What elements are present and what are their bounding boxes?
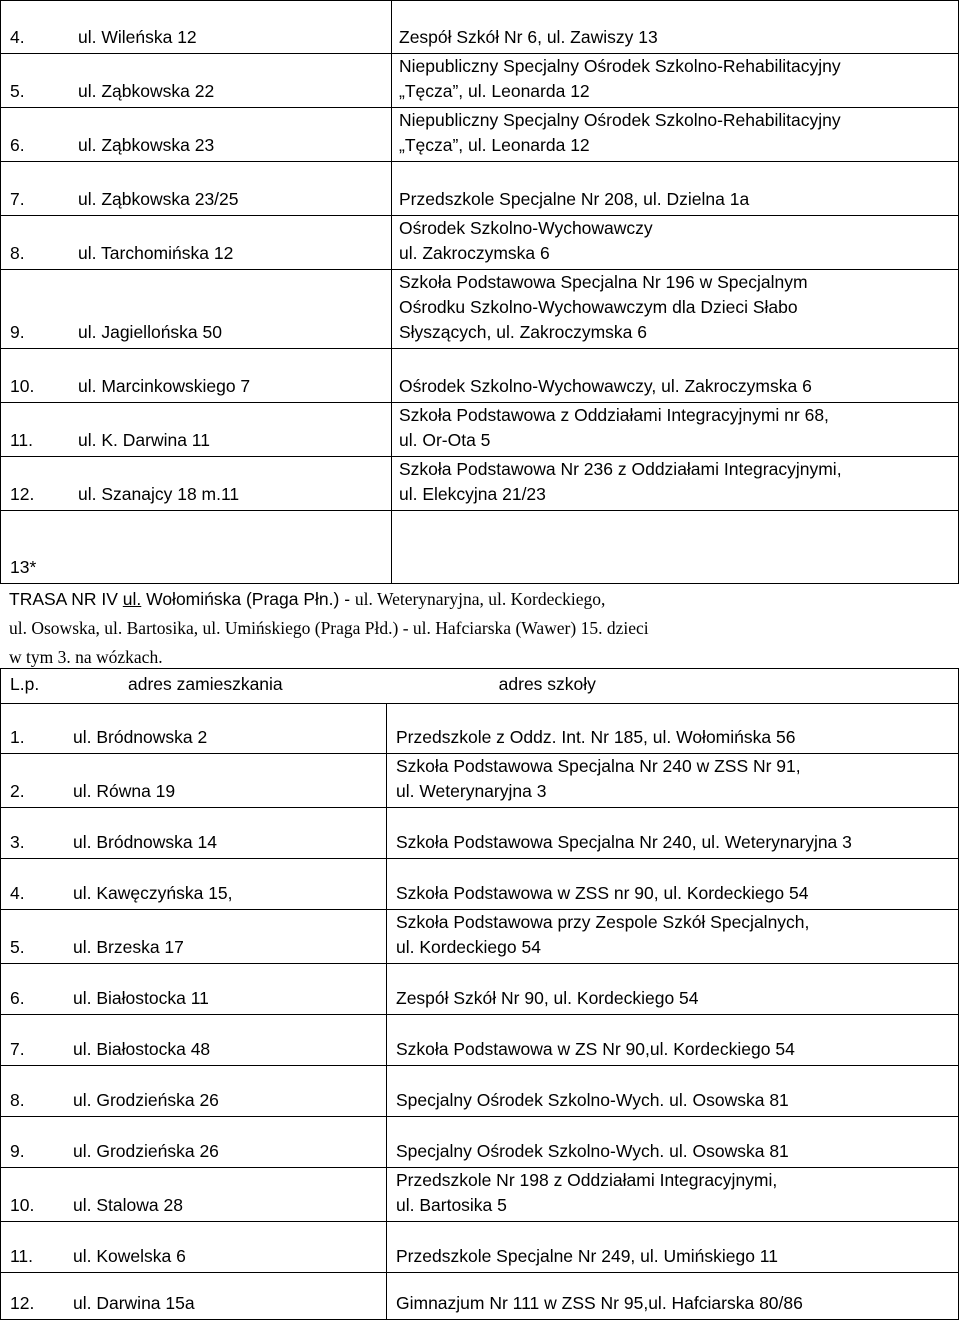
address-cell <box>1 162 392 216</box>
home-address: ul. Wileńska 12 <box>78 27 197 47</box>
school-address-line: Niepubliczny Specjalny Ośrodek Szkolno-Rehabilitacyjny <box>399 110 841 130</box>
address-cell <box>1 1015 387 1066</box>
home-address: ul. Grodzieńska 26 <box>73 1141 219 1161</box>
address-cell <box>1 108 392 162</box>
table-row <box>1 270 959 349</box>
row-number: 10. <box>10 1195 35 1215</box>
table-row <box>1 808 959 859</box>
school-cell <box>392 162 959 216</box>
school-address-line: Szkoła Podstawowa przy Zespole Szkół Specjalnych, <box>396 912 810 932</box>
home-address: ul. Kowelska 6 <box>73 1246 186 1266</box>
school-address-line: Zespół Szkół Nr 6, ul. Zawiszy 13 <box>399 27 658 47</box>
row-number: 3. <box>10 832 25 852</box>
route-title: TRASA NR IV <box>9 589 123 609</box>
row-number: 8. <box>10 1090 25 1110</box>
address-cell <box>1 54 392 108</box>
table-row <box>1 108 959 162</box>
table-row <box>1 511 959 584</box>
school-cell <box>387 1273 959 1320</box>
home-address: ul. Darwina 15a <box>73 1293 195 1313</box>
school-address-line: Szkoła Podstawowa Nr 236 z Oddziałami Integracyjnymi, <box>399 459 842 479</box>
school-address-line: Gimnazjum Nr 111 w ZSS Nr 95,ul. Hafciarska 80/86 <box>396 1293 803 1313</box>
school-address-line: Słyszących, ul. Zakroczymska 6 <box>399 322 647 342</box>
school-address-line: Przedszkole z Oddz. Int. Nr 185, ul. Wołomińska 56 <box>396 727 796 747</box>
route-description <box>9 585 949 672</box>
address-cell <box>1 704 387 754</box>
table-row <box>1 1273 959 1320</box>
route-line-3: w tym 3. na wózkach. <box>9 647 163 667</box>
home-address: ul. Ząbkowska 23 <box>78 135 215 155</box>
school-address-line: Ośrodku Szkolno-Wychowawczym dla Dzieci Słabo <box>399 297 798 317</box>
row-number: 6. <box>10 135 25 155</box>
school-address-line: ul. Or-Ota 5 <box>399 430 491 450</box>
home-address: ul. Jagiellońska 50 <box>78 322 222 342</box>
school-address-line: Szkoła Podstawowa Specjalna Nr 240 w ZSS Nr 91, <box>396 756 801 776</box>
home-address: ul. Kawęczyńska 15, <box>73 883 233 903</box>
home-address: ul. Białostocka 11 <box>73 988 209 1008</box>
table-row <box>1 54 959 108</box>
table-row <box>1 403 959 457</box>
home-address: ul. Ząbkowska 22 <box>78 81 215 101</box>
school-cell <box>392 270 959 349</box>
school-cell <box>387 808 959 859</box>
row-number: 5. <box>10 937 25 957</box>
school-address-line: „Tęcza”, ul. Leonarda 12 <box>399 135 590 155</box>
school-address-line: Przedszkole Nr 198 z Oddziałami Integracyjnymi, <box>396 1170 778 1190</box>
table-row <box>1 964 959 1015</box>
school-address-line: ul. Elekcyjna 21/23 <box>399 484 546 504</box>
school-cell <box>387 859 959 910</box>
school-address-line: Specjalny Ośrodek Szkolno-Wych. ul. Osowska 81 <box>396 1090 789 1110</box>
table-row <box>1 1066 959 1117</box>
school-address-line: Przedszkole Specjalne Nr 249, ul. Umińskiego 11 <box>396 1246 778 1266</box>
header-school: adres szkoły <box>498 674 596 694</box>
school-address-line: Szkoła Podstawowa z Oddziałami Integracyjnymi nr 68, <box>399 405 829 425</box>
row-number: 7. <box>10 1039 25 1059</box>
school-address-line: Szkoła Podstawowa w ZSS nr 90, ul. Kordeckiego 54 <box>396 883 809 903</box>
school-cell <box>387 1066 959 1117</box>
row-number: 12. <box>10 484 35 504</box>
school-cell <box>387 754 959 808</box>
school-address-line: Przedszkole Specjalne Nr 208, ul. Dzielna 1a <box>399 189 750 209</box>
row-number: 2. <box>10 781 25 801</box>
table-row <box>1 1222 959 1273</box>
school-cell <box>387 964 959 1015</box>
table-row <box>1 754 959 808</box>
school-cell <box>387 1117 959 1168</box>
row-number: 11. <box>10 430 34 450</box>
row-number: 12. <box>10 1293 35 1313</box>
table-row <box>1 1 959 54</box>
row-number: 4. <box>10 883 25 903</box>
row-number: 13* <box>10 557 37 577</box>
school-address-line: Szkoła Podstawowa Specjalna Nr 196 w Specjalnym <box>399 272 808 292</box>
school-cell <box>392 349 959 403</box>
school-cell <box>392 54 959 108</box>
home-address: ul. K. Darwina 11 <box>78 430 210 450</box>
address-cell <box>1 808 387 859</box>
address-cell <box>1 910 387 964</box>
school-address-line: ul. Zakroczymska 6 <box>399 243 550 263</box>
table-row <box>1 349 959 403</box>
table-row <box>1 910 959 964</box>
address-cell <box>1 349 392 403</box>
row-number: 10. <box>10 376 35 396</box>
school-address-line: Specjalny Ośrodek Szkolno-Wych. ul. Osowska 81 <box>396 1141 789 1161</box>
home-address: ul. Grodzieńska 26 <box>73 1090 219 1110</box>
address-cell <box>1 1222 387 1273</box>
home-address: ul. Ząbkowska 23/25 <box>78 189 239 209</box>
school-cell <box>392 511 959 584</box>
header-address: adres zamieszkania <box>128 674 283 694</box>
route-streets-1: ul. Weterynaryjna, ul. Kordeckiego, <box>354 589 606 609</box>
school-cell <box>392 108 959 162</box>
school-address-line: Ośrodek Szkolno-Wychowawczy <box>399 218 653 238</box>
school-cell <box>387 910 959 964</box>
row-number: 9. <box>10 1141 25 1161</box>
school-address-line: ul. Weterynaryjna 3 <box>396 781 547 801</box>
address-cell <box>1 511 392 584</box>
address-cell <box>1 216 392 270</box>
home-address: ul. Szanajcy 18 m.11 <box>78 484 240 504</box>
table-header-row <box>1 669 959 704</box>
route-title-rest: Wołomińska (Praga Płn.) - <box>141 589 355 609</box>
header-lp: L.p. <box>10 674 40 694</box>
table-row <box>1 704 959 754</box>
school-cell <box>387 704 959 754</box>
route-table-1 <box>0 0 959 584</box>
school-address-line: Zespół Szkół Nr 90, ul. Kordeckiego 54 <box>396 988 699 1008</box>
table-row <box>1 457 959 511</box>
school-cell <box>392 403 959 457</box>
table-row <box>1 1168 959 1222</box>
school-cell <box>392 1 959 54</box>
table-row <box>1 859 959 910</box>
row-number: 11. <box>10 1246 34 1266</box>
home-address: ul. Równa 19 <box>73 781 176 801</box>
route-line-1 <box>9 585 949 614</box>
table-header-cell <box>1 669 959 704</box>
row-number: 6. <box>10 988 25 1008</box>
row-number: 5. <box>10 81 25 101</box>
home-address: ul. Tarchomińska 12 <box>78 243 234 263</box>
address-cell <box>1 1 392 54</box>
address-cell <box>1 457 392 511</box>
school-cell <box>392 457 959 511</box>
row-number: 9. <box>10 322 25 342</box>
school-address-line: Szkoła Podstawowa Specjalna Nr 240, ul. Weterynaryjna 3 <box>396 832 852 852</box>
home-address: ul. Brzeska 17 <box>73 937 184 957</box>
row-number: 4. <box>10 27 25 47</box>
home-address: ul. Stalowa 28 <box>73 1195 183 1215</box>
row-number: 8. <box>10 243 25 263</box>
address-cell <box>1 1117 387 1168</box>
address-cell <box>1 1273 387 1320</box>
school-cell <box>387 1168 959 1222</box>
school-address-line: ul. Bartosika 5 <box>396 1195 507 1215</box>
row-number: 7. <box>10 189 25 209</box>
route-line-2: ul. Osowska, ul. Bartosika, ul. Umińskiego (Praga Płd.) - ul. Hafciarska (Wawer) 15. dzieci <box>9 618 649 638</box>
route-table-2 <box>0 668 959 1320</box>
table-row <box>1 1015 959 1066</box>
address-cell <box>1 1066 387 1117</box>
address-cell <box>1 1168 387 1222</box>
home-address: ul. Białostocka 48 <box>73 1039 211 1059</box>
school-cell <box>392 216 959 270</box>
school-address-line: Szkoła Podstawowa w ZS Nr 90,ul. Kordeckiego 54 <box>396 1039 795 1059</box>
table-row <box>1 1117 959 1168</box>
row-number: 1. <box>10 727 25 747</box>
home-address: ul. Bródnowska 2 <box>73 727 208 747</box>
route-title-underlined: ul. <box>122 589 142 609</box>
address-cell <box>1 403 392 457</box>
address-cell <box>1 964 387 1015</box>
school-address-line: ul. Kordeckiego 54 <box>396 937 541 957</box>
address-cell <box>1 859 387 910</box>
school-cell <box>387 1015 959 1066</box>
address-cell <box>1 270 392 349</box>
school-address-line: Niepubliczny Specjalny Ośrodek Szkolno-Rehabilitacyjny <box>399 56 841 76</box>
school-address-line: „Tęcza”, ul. Leonarda 12 <box>399 81 590 101</box>
table-row <box>1 162 959 216</box>
table-row <box>1 216 959 270</box>
address-cell <box>1 754 387 808</box>
home-address: ul. Marcinkowskiego 7 <box>78 376 251 396</box>
school-address-line: Ośrodek Szkolno-Wychowawczy, ul. Zakroczymska 6 <box>399 376 812 396</box>
home-address: ul. Bródnowska 14 <box>73 832 217 852</box>
school-cell <box>387 1222 959 1273</box>
